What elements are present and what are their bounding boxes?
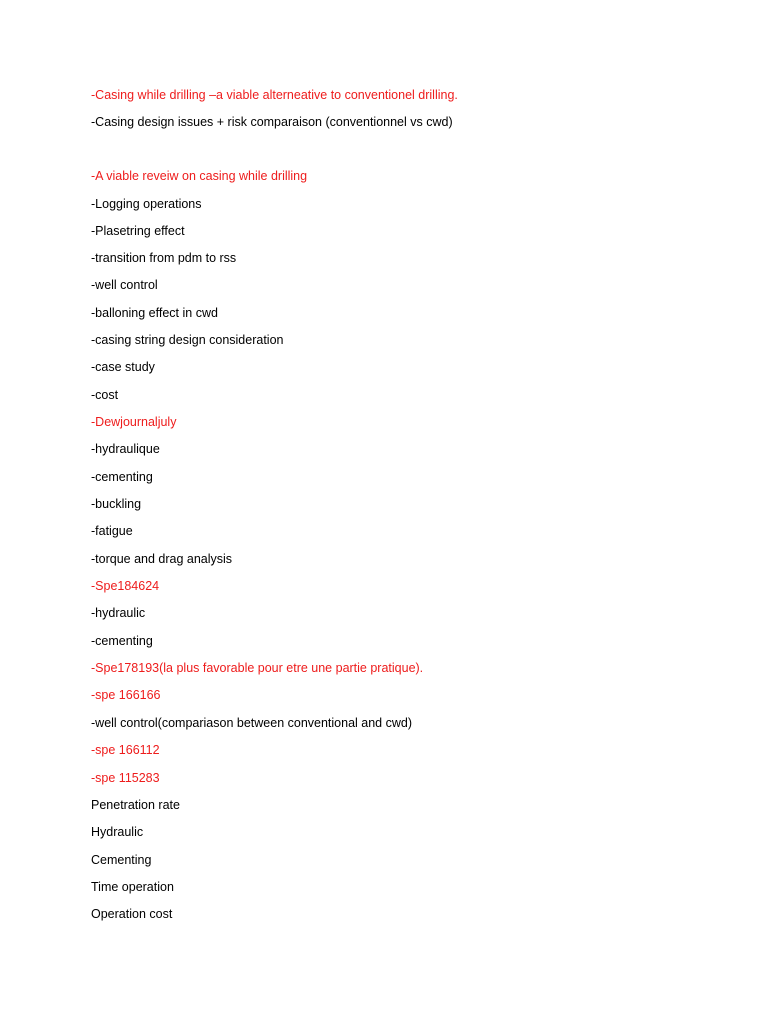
text-line: -transition from pdm to rss [91, 251, 237, 265]
text-line: -hydraulic [91, 606, 146, 620]
text-line: -hydraulique [91, 442, 160, 456]
text-line: Operation cost [91, 907, 173, 921]
text-line: -casing string design consideration [91, 333, 284, 347]
text-line: Penetration rate [91, 798, 180, 812]
text-line: Time operation [91, 880, 174, 894]
text-line: -cementing [91, 634, 153, 648]
heading-dewjournal: -Dewjournaljuly [91, 415, 177, 429]
heading-spe166112: -spe 166112 [91, 743, 160, 757]
heading-viable-review: -A viable reveiw on casing while drilling [91, 169, 308, 183]
heading-casing-while-drilling: -Casing while drilling –a viable alterneative to conventionel drilling. [91, 88, 458, 102]
text-line: -fatigue [91, 524, 133, 538]
heading-spe166166: -spe 166166 [91, 688, 161, 702]
text-line: -cost [91, 388, 119, 402]
heading-spe115283: -spe 115283 [91, 771, 160, 785]
text-line: -Logging operations [91, 197, 202, 211]
text-line: -cementing [91, 470, 153, 484]
text-line: -torque and drag analysis [91, 552, 233, 566]
heading-spe178193: -Spe178193(la plus favorable pour etre une partie pratique). [91, 661, 424, 675]
text-line: Hydraulic [91, 825, 144, 839]
text-line: -Casing design issues + risk comparaison (conventionnel vs cwd) [91, 115, 453, 129]
text-line: -balloning effect in cwd [91, 306, 218, 320]
text-line: -buckling [91, 497, 142, 511]
text-line: -Plasetring effect [91, 224, 185, 238]
heading-spe184624: -Spe184624 [91, 579, 160, 593]
text-line: -well control [91, 278, 158, 292]
text-line: -case study [91, 360, 155, 374]
text-line: Cementing [91, 853, 152, 867]
text-line: -well control(compariason between conventional and cwd) [91, 716, 413, 730]
